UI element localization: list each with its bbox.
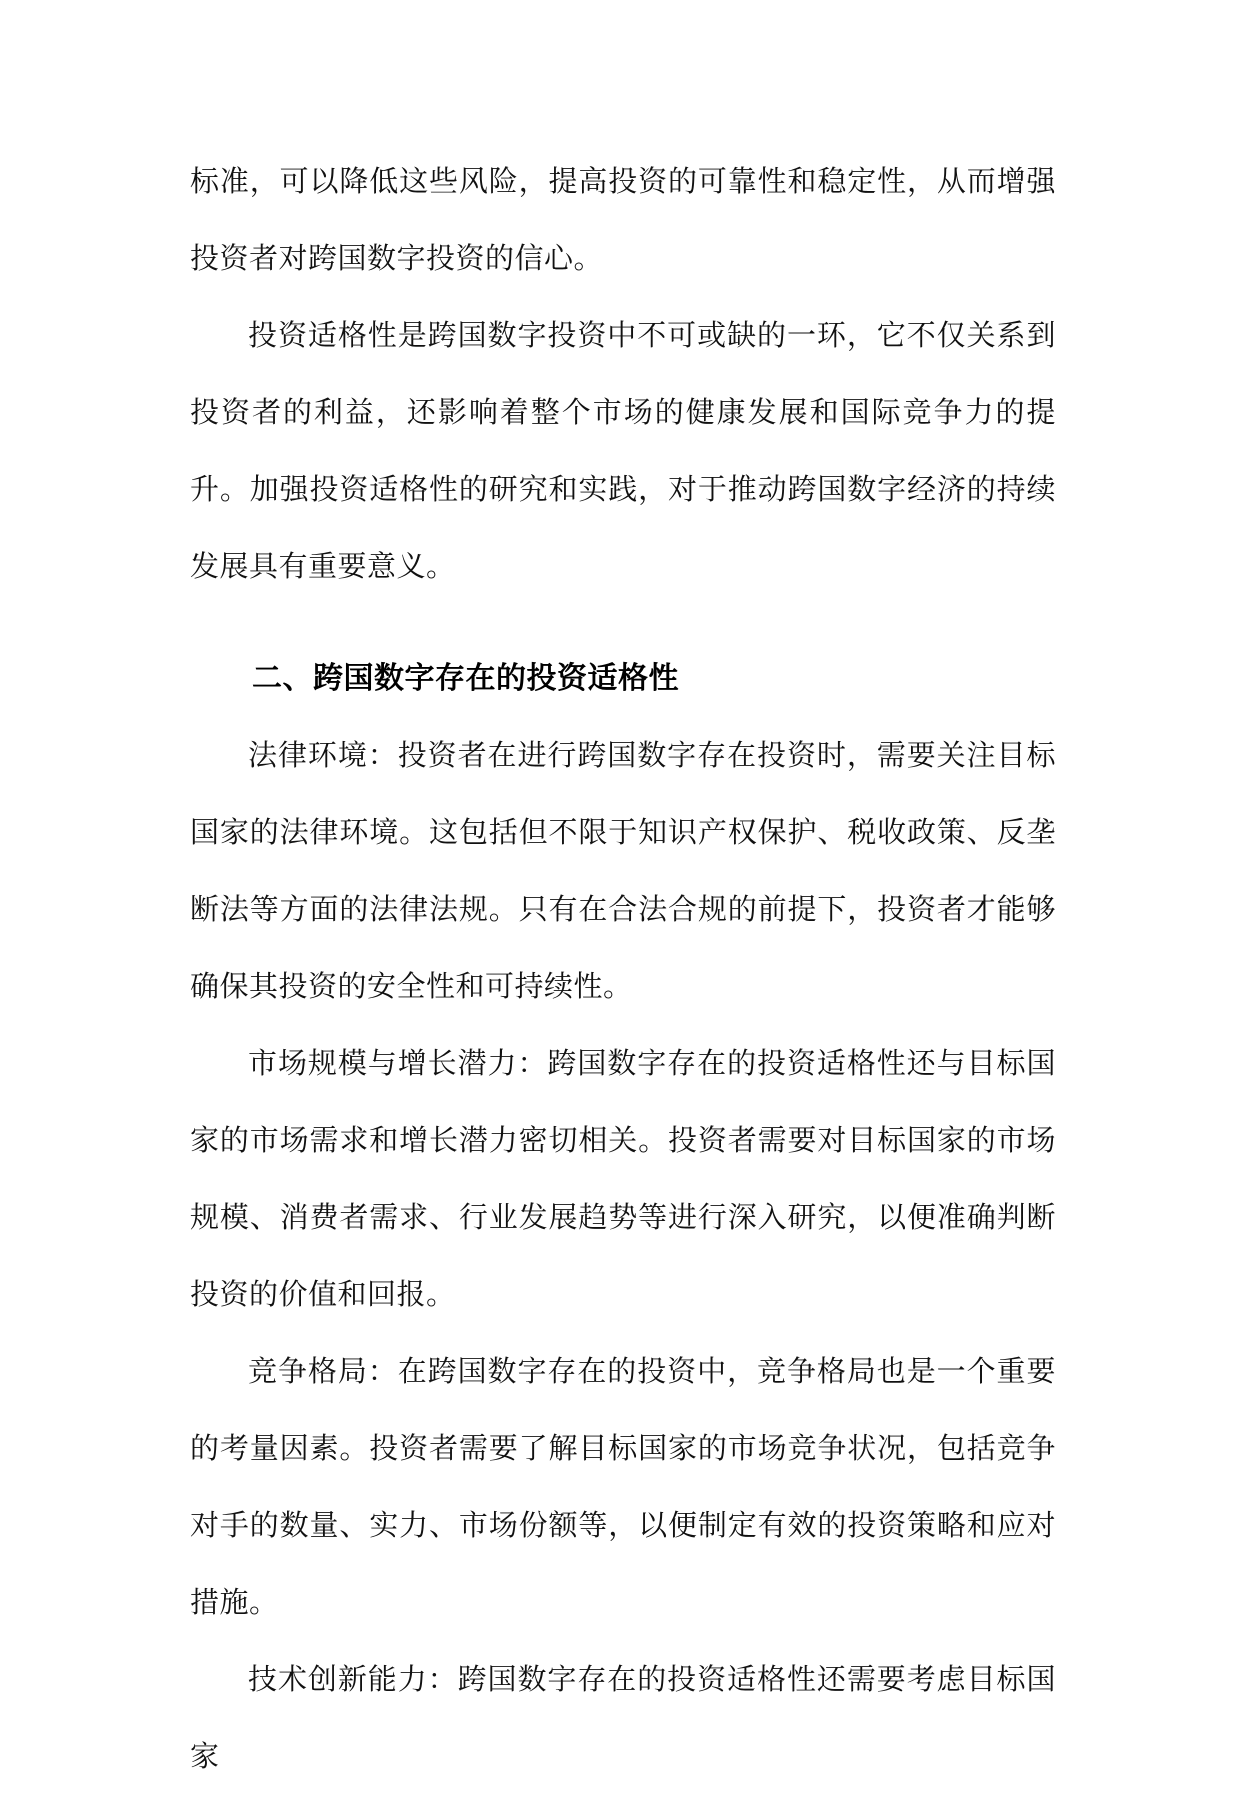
document-body — [190, 143, 1056, 1795]
paragraph-market-scale: 市场规模与增长潜力：跨国数字存在的投资适格性还与目标国家的市场需求和增长潜力密切相关。投资者需要对目标国家的市场规模、消费者需求、行业发展趋势等进行深入研究，以便准确判断投资的价值和回报。 — [190, 1046, 1056, 1311]
paragraph-competition: 竞争格局：在跨国数字存在的投资中，竞争格局也是一个重要的考量因素。投资者需要了解目标国家的市场竞争状况，包括竞争对手的数量、实力、市场份额等，以便制定有效的投资策略和应对措施。 — [190, 1354, 1056, 1619]
paragraph-continued: 标准，可以降低这些风险，提高投资的可靠性和稳定性，从而增强投资者对跨国数字投资的信心。 — [190, 164, 1056, 275]
paragraph-investment-eligibility-importance: 投资适格性是跨国数字投资中不可或缺的一环，它不仅关系到投资者的利益，还影响着整个市场的健康发展和国际竞争力的提升。加强投资适格性的研究和实践，对于推动跨国数字经济的持续发展具有重要意义。 — [190, 318, 1056, 583]
paragraph-legal-environment: 法律环境：投资者在进行跨国数字存在投资时，需要关注目标国家的法律环境。这包括但不限于知识产权保护、税收政策、反垄断法等方面的法律法规。只有在合法合规的前提下，投资者才能够确保其投资的安全性和可持续性。 — [190, 738, 1056, 1003]
section-heading: 二、跨国数字存在的投资适格性 — [252, 661, 679, 696]
paragraph-tech-innovation: 技术创新能力：跨国数字存在的投资适格性还需要考虑目标国家 — [190, 1662, 1056, 1773]
